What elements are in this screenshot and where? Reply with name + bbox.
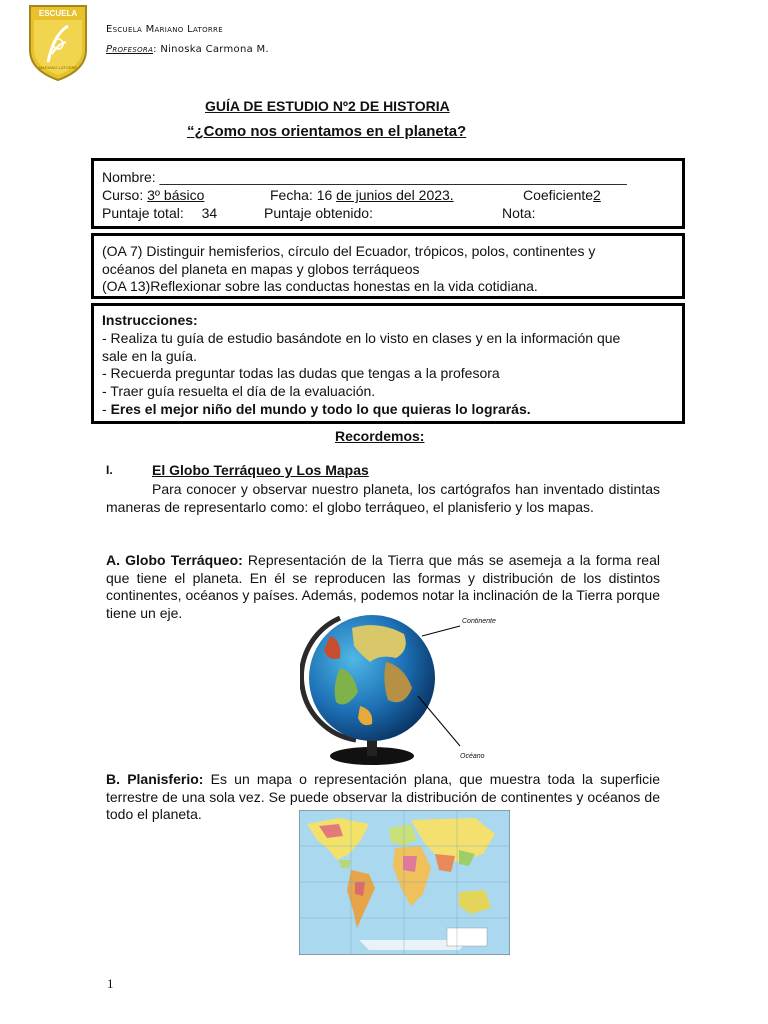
page-subtitle: “¿Como nos orientamos en el planeta? bbox=[187, 123, 467, 140]
page-number: 1 bbox=[107, 976, 114, 991]
objectives-box bbox=[91, 233, 685, 299]
teacher-line bbox=[106, 44, 269, 55]
objective-line: océanos del planeta en mapas y globos terráqueos bbox=[102, 261, 420, 277]
globo-term: A. Globo Terráqueo: bbox=[106, 552, 243, 568]
curso-label: Curso: bbox=[102, 187, 144, 203]
globe-label-ocean: Océano bbox=[460, 753, 485, 760]
objective-line: (OA 7) Distinguir hemisferios, círculo del Ecuador, trópicos, polos, continentes y bbox=[102, 243, 596, 259]
teacher-label: Profesora bbox=[106, 44, 154, 55]
instructions-heading: Instrucciones: bbox=[102, 312, 198, 328]
globe-image bbox=[300, 606, 515, 771]
section-title: El Globo Terráqueo y Los Mapas bbox=[152, 462, 369, 478]
coef-label: Coeficiente bbox=[523, 187, 594, 203]
fecha-value: de junios del 2023. bbox=[336, 187, 454, 203]
world-map-image bbox=[299, 810, 510, 955]
objective-line: (OA 13)Reflexionar sobre las conductas honestas en la vida cotidiana. bbox=[102, 278, 538, 294]
school-logo bbox=[28, 4, 88, 82]
nota-label: Nota: bbox=[502, 205, 536, 221]
recordemos-heading: Recordemos: bbox=[335, 428, 425, 444]
instruction-item: sale en la guía. bbox=[102, 348, 197, 364]
student-info-box bbox=[91, 158, 685, 229]
nombre-field[interactable]: ____________________________________________________________ bbox=[159, 169, 627, 185]
puntaje-total-value: 34 bbox=[201, 205, 218, 221]
planisferio-text: Es un mapa o representación plana, que muestra toda la superficie terrestre de una sola vez. Se puede observar la distribución de continentes y océanos de todo el planeta. bbox=[106, 771, 660, 823]
fecha-label: Fecha: 16 bbox=[270, 187, 333, 203]
fecha-wrap bbox=[270, 187, 454, 203]
teacher-name: : Ninoska Carmona M. bbox=[153, 44, 269, 55]
bold-item-dash: - bbox=[102, 401, 111, 417]
instruction-item: - Recuerda preguntar todas las dudas que tengas a la profesora bbox=[102, 365, 500, 381]
section-number: I. bbox=[106, 463, 113, 477]
instruction-item: - Traer guía resuelta el día de la evaluación. bbox=[102, 383, 376, 399]
globe-label-continent: Continente bbox=[462, 618, 496, 625]
curso-value: 3º básico bbox=[147, 187, 205, 203]
instruction-item-bold bbox=[102, 401, 531, 417]
coef-value: 2 bbox=[593, 187, 601, 203]
nombre-row bbox=[102, 169, 627, 185]
logo-text-bottom: MARIANO LATORRE bbox=[38, 65, 78, 70]
instructions-box bbox=[91, 303, 685, 424]
puntaje-total-label: Puntaje total: bbox=[102, 205, 184, 221]
puntaje-obtenido-label: Puntaje obtenido: bbox=[264, 205, 373, 221]
page-title: GUÍA DE ESTUDIO Nº2 DE HISTORIA bbox=[205, 98, 450, 114]
planisferio-term: B. Planisferio: bbox=[106, 771, 204, 787]
section-intro: Para conocer y observar nuestro planeta, los cartógrafos han inventado distintas maneras de representarlo como: el globo terráqueo, el planisferio y los mapas. bbox=[106, 481, 660, 515]
curso-label-wrap bbox=[102, 187, 204, 203]
school-name: Escuela Mariano Latorre bbox=[106, 24, 223, 35]
coef-wrap bbox=[523, 187, 601, 203]
bold-item-text: Eres el mejor niño del mundo y todo lo que quieras lo lograrás. bbox=[110, 401, 531, 417]
puntaje-total-wrap bbox=[102, 205, 217, 221]
logo-text-top: ESCUELA bbox=[38, 9, 78, 18]
instruction-item: - Realiza tu guía de estudio basándote en lo visto en clases y en la información que bbox=[102, 330, 621, 346]
globo-text: Representación de la Tierra que más se asemeja a la forma real que tiene el planeta. En él se reproducen las formas y distribución de los distintos continentes, océanos y países. Además, podemos notar la inclinación de la Tierra porque tiene un eje. bbox=[106, 552, 660, 621]
nombre-label: Nombre: bbox=[102, 169, 156, 185]
